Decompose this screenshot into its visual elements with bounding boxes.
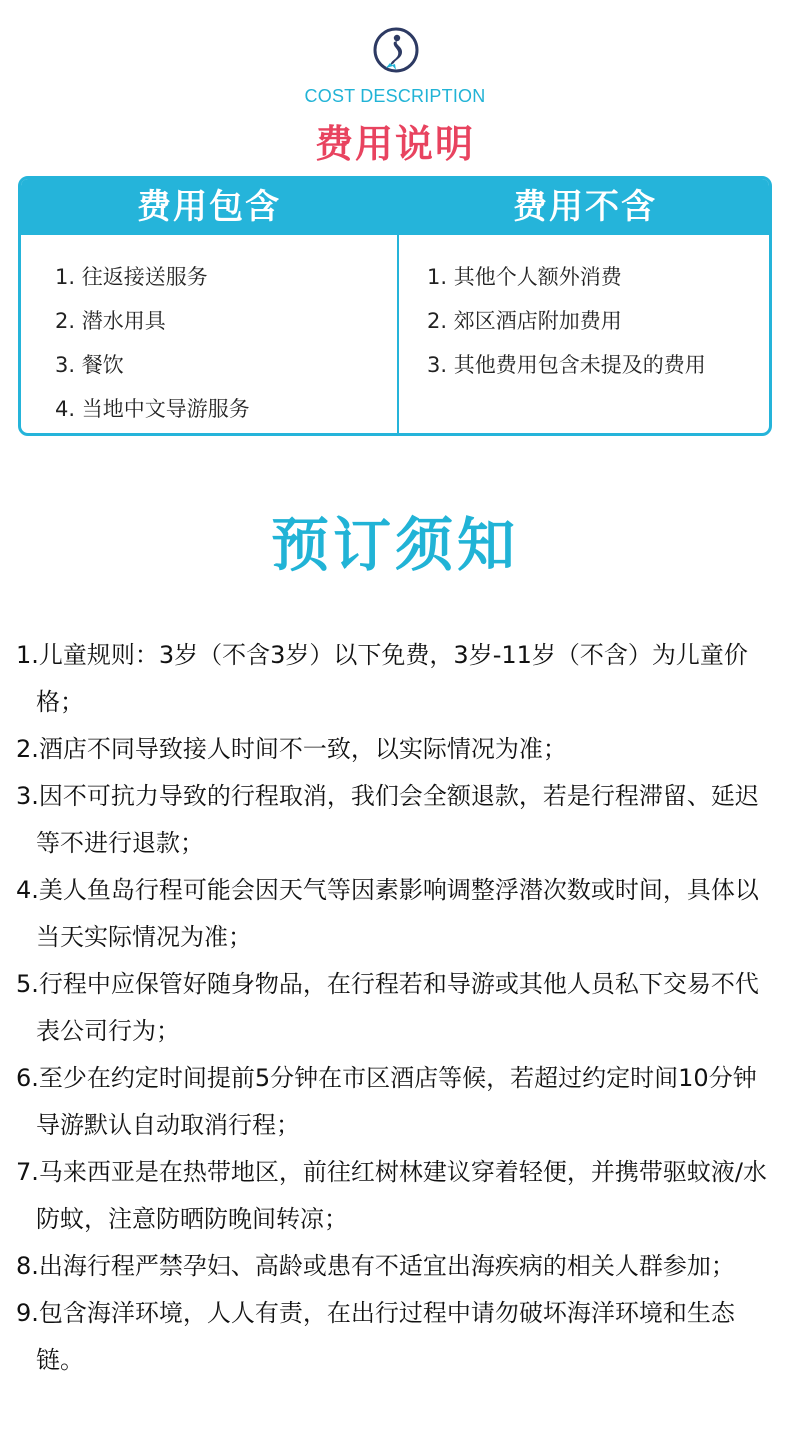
fee-included-item: 1. 往返接送服务 <box>55 265 208 289</box>
fee-included-title: 费用包含 <box>137 187 281 227</box>
notice-item: 3.因不可抗力导致的行程取消，我们会全额退款，若是行程滞留、延迟等不进行退款； <box>16 782 759 857</box>
notice-item: 6.至少在约定时间提前5分钟在市区酒店等候，若超过约定时间10分钟导游默认自动取消行程； <box>16 1064 757 1139</box>
cost-description-subtitle: COST DESCRIPTION <box>304 86 486 106</box>
notice-item: 8.出海行程严禁孕妇、高龄或患有不适宜出海疾病的相关人群参加； <box>16 1252 735 1280</box>
fee-included-item: 4. 当地中文导游服务 <box>55 397 250 421</box>
fee-excluded-item: 1. 其他个人额外消费 <box>427 265 622 289</box>
booking-notice-title: 预订须知 <box>270 511 519 579</box>
notice-item: 5.行程中应保管好随身物品，在行程若和导游或其他人员私下交易不代表公司行为； <box>16 970 759 1045</box>
fee-included-item: 3. 餐饮 <box>55 353 124 377</box>
notice-item: 7.马来西亚是在热带地区，前往红树林建议穿着轻便，并携带驱蚊液/水防蚊，注意防晒防晚间转凉； <box>16 1158 767 1233</box>
notice-item: 9.包含海洋环境，人人有责，在出行过程中请勿破坏海洋环境和生态链。 <box>16 1299 735 1374</box>
fee-included-item: 2. 潜水用具 <box>55 309 166 333</box>
notice-item: 4.美人鱼岛行程可能会因天气等因素影响调整浮潜次数或时间，具体以当天实际情况为准； <box>16 876 759 951</box>
fee-excluded-item: 2. 郊区酒店附加费用 <box>427 309 622 333</box>
notice-item: 1.儿童规则：3岁（不含3岁）以下免费，3岁-11岁（不含）为儿童价格； <box>16 641 748 716</box>
notice-item: 2.酒店不同导致接人时间不一致，以实际情况为准； <box>16 735 567 763</box>
fee-table-divider <box>397 235 399 436</box>
fee-included-list <box>55 255 250 431</box>
fee-table-header <box>21 179 769 235</box>
fee-excluded-title: 费用不含 <box>513 187 657 227</box>
fee-table <box>18 176 772 436</box>
fee-excluded-item: 3. 其他费用包含未提及的费用 <box>427 353 706 377</box>
mermaid-logo-icon <box>373 27 419 73</box>
fee-excluded-list <box>427 255 706 387</box>
cost-description-title: 费用说明 <box>314 121 475 166</box>
booking-notice-list <box>16 632 780 1384</box>
